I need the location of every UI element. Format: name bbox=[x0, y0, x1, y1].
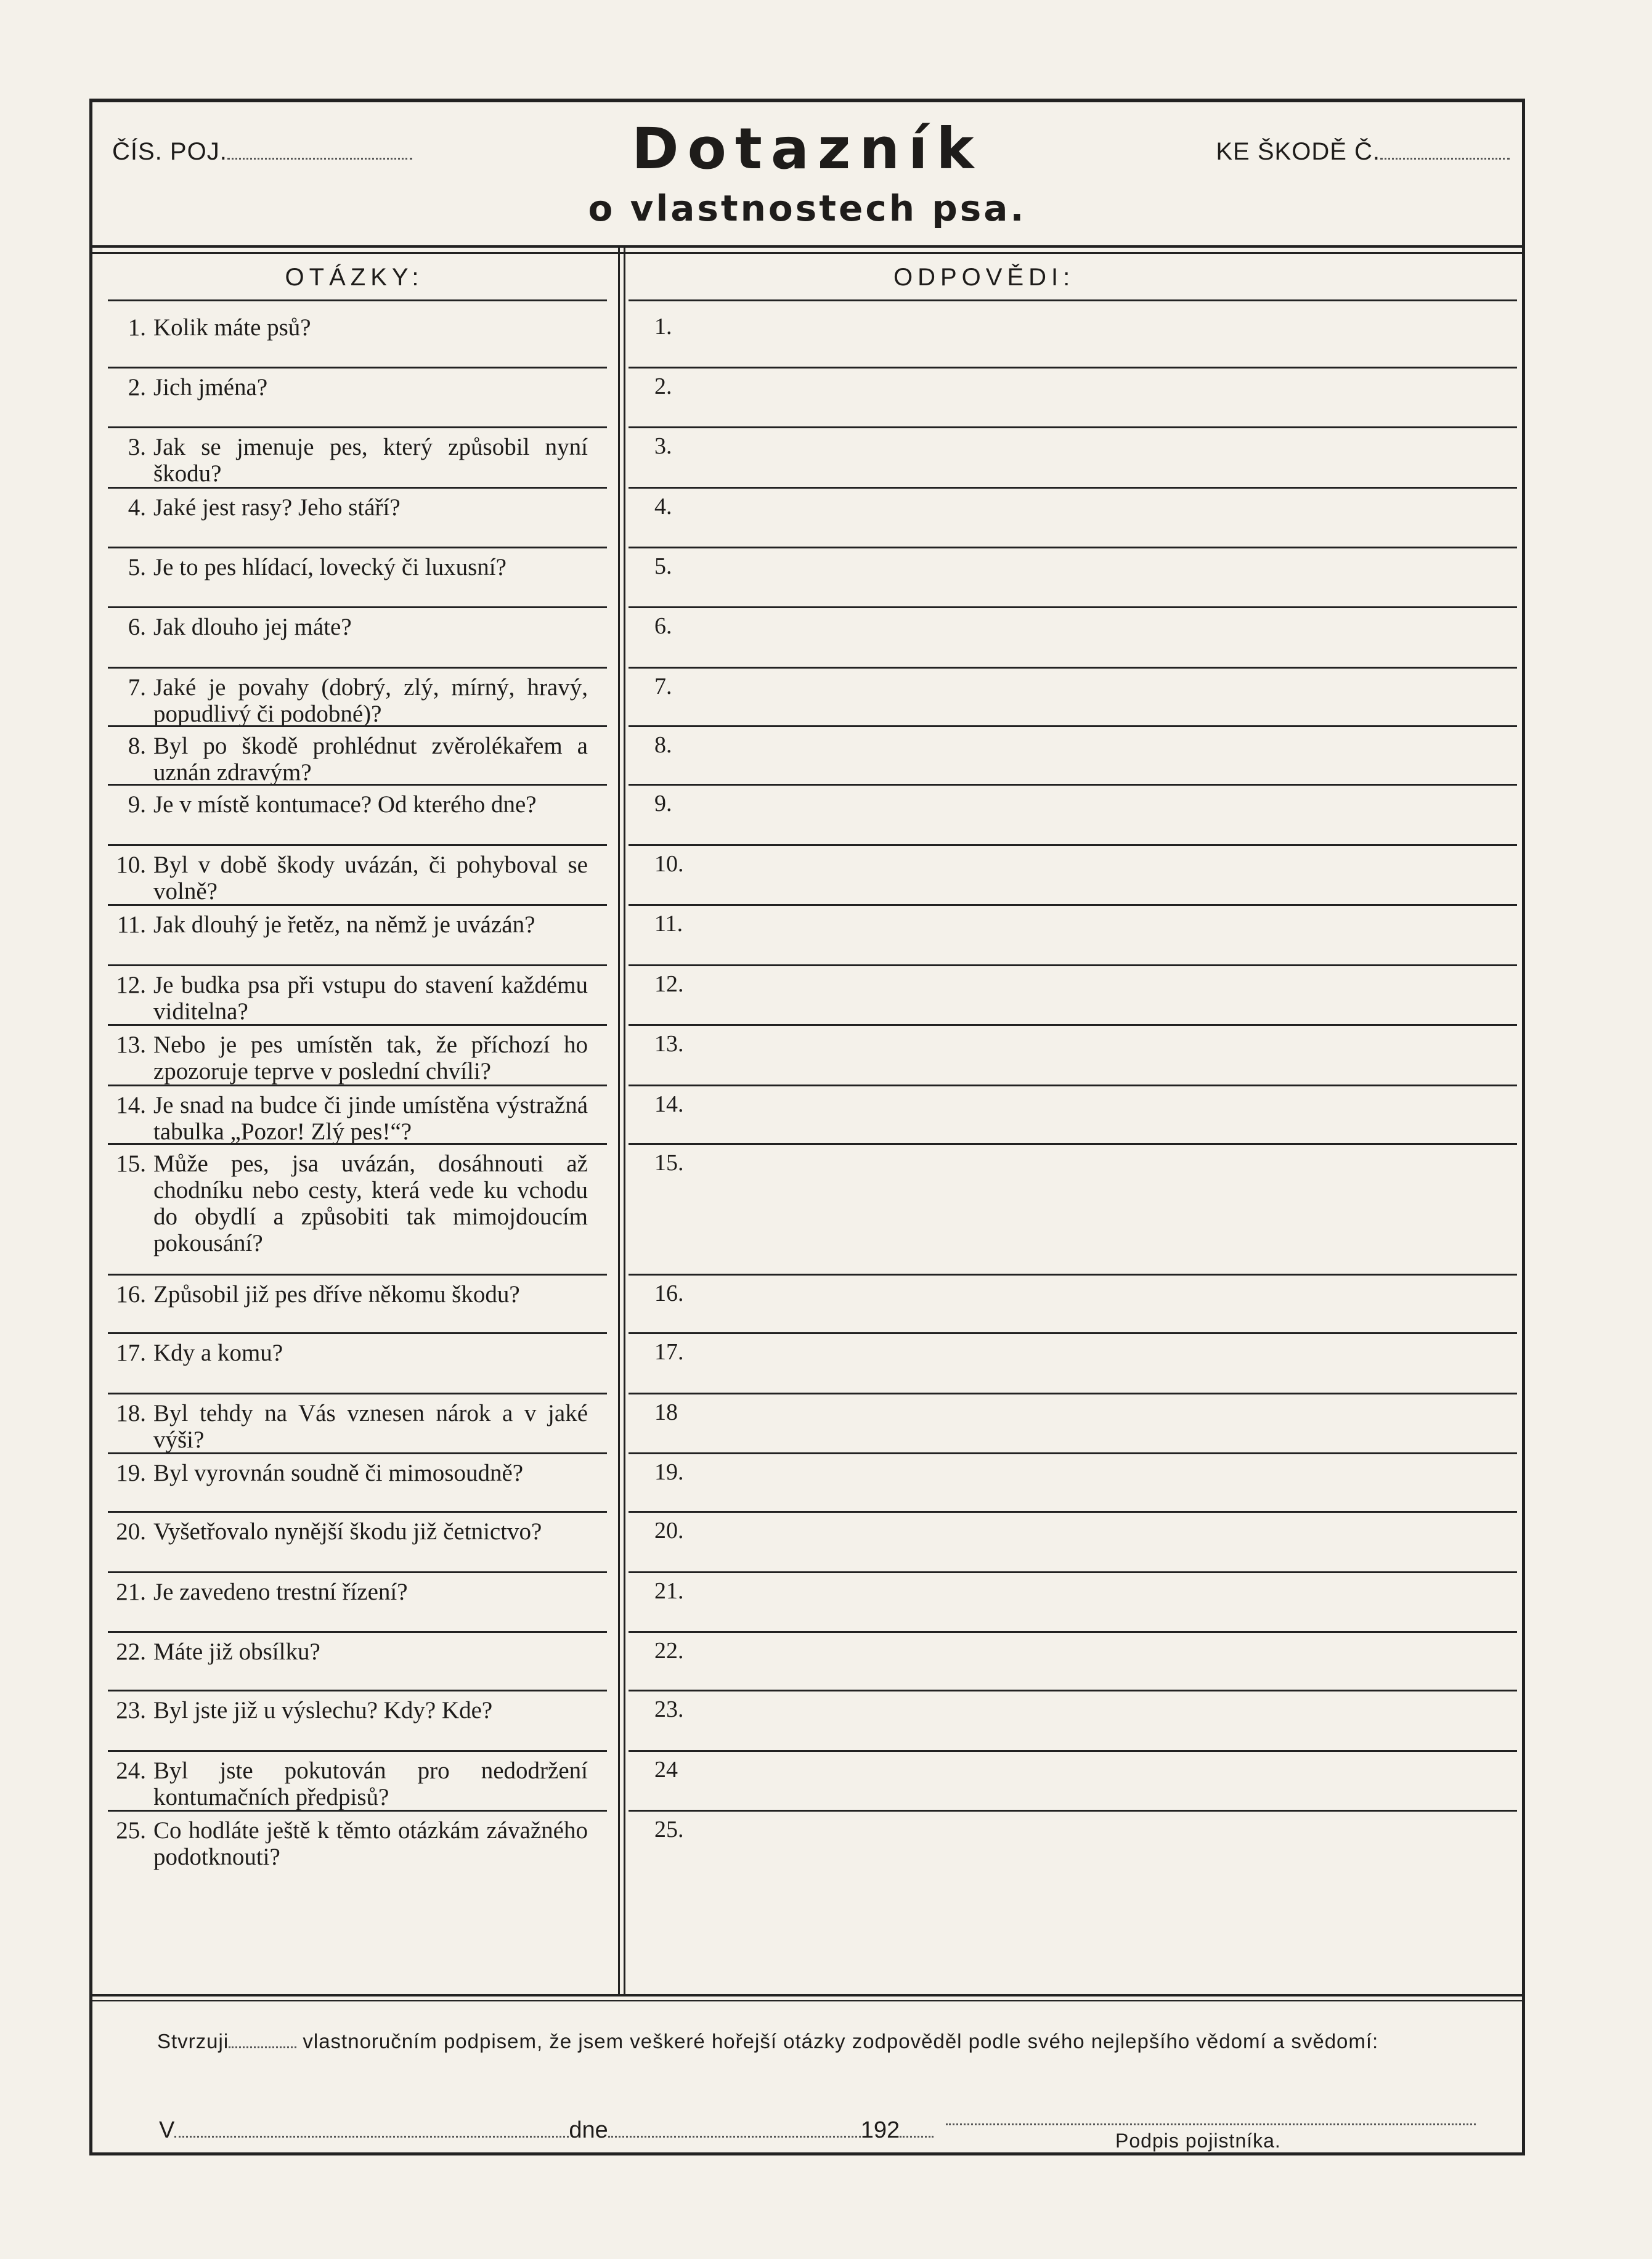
question-divider bbox=[108, 1452, 607, 1454]
question-number: 19. bbox=[116, 1460, 146, 1486]
form-header bbox=[92, 102, 1522, 245]
question-number: 7. bbox=[128, 674, 146, 701]
question-text: Byl tehdy na Vás vznesen nárok a v jaké výši? bbox=[153, 1400, 588, 1453]
answer-divider bbox=[629, 964, 1517, 966]
question-text: Byl jste již u výslechu? Kdy? Kde? bbox=[153, 1697, 493, 1724]
answer-divider bbox=[629, 1690, 1517, 1691]
question-row bbox=[108, 614, 603, 640]
date-field[interactable] bbox=[608, 2133, 861, 2138]
question-divider bbox=[108, 426, 607, 428]
answer-number[interactable]: 7. bbox=[654, 674, 672, 699]
question-divider bbox=[108, 1024, 607, 1026]
question-number: 13. bbox=[116, 1032, 146, 1058]
question-row bbox=[108, 1150, 603, 1256]
question-row bbox=[108, 1518, 603, 1545]
question-row bbox=[108, 494, 603, 521]
question-number: 25. bbox=[116, 1817, 146, 1844]
question-text: Kdy a komu? bbox=[153, 1340, 283, 1366]
question-row bbox=[108, 1697, 603, 1724]
answer-divider bbox=[629, 1750, 1517, 1752]
answer-number[interactable]: 4. bbox=[654, 494, 672, 519]
question-text: Jak se jmenuje pes, který způsobil nyní škodu? bbox=[153, 434, 588, 487]
answer-number[interactable]: 15. bbox=[654, 1150, 684, 1176]
question-row bbox=[108, 791, 603, 818]
question-text: Jaké jest rasy? Jeho stáří? bbox=[153, 494, 401, 521]
answer-number[interactable]: 25. bbox=[654, 1817, 684, 1842]
answer-divider bbox=[629, 1511, 1517, 1513]
place-field[interactable] bbox=[174, 2133, 569, 2138]
question-row bbox=[108, 972, 603, 1025]
question-number: 12. bbox=[116, 972, 146, 998]
question-row bbox=[108, 1092, 603, 1145]
question-text: Je zavedeno trestní řízení? bbox=[153, 1579, 408, 1605]
question-number: 2. bbox=[128, 374, 146, 401]
question-number: 17. bbox=[116, 1340, 146, 1366]
questions-column-header: OTÁZKY: bbox=[285, 264, 424, 291]
question-divider bbox=[108, 367, 607, 368]
question-text: Byl vyrovnán soudně či mimosoudně? bbox=[153, 1460, 524, 1486]
claim-number-line bbox=[1380, 155, 1510, 160]
question-row bbox=[108, 314, 603, 341]
question-text: Jaké je povahy (dobrý, zlý, mírný, hravý, popudlivý či podobné)? bbox=[153, 674, 588, 727]
question-text: Může pes, jsa uvázán, dosáhnouti až chodníku nebo cesty, která vede ku vchodu do obydlí a způsobiti tak mimojdoucím pokousání? bbox=[153, 1150, 588, 1256]
question-text: Jak dlouho jej máte? bbox=[153, 614, 352, 640]
answer-number[interactable]: 9. bbox=[654, 791, 672, 816]
question-divider bbox=[108, 725, 607, 727]
answer-divider bbox=[629, 725, 1517, 727]
answer-number[interactable]: 11. bbox=[654, 911, 683, 937]
question-text: Je to pes hlídací, lovecký či luxusní? bbox=[153, 554, 507, 580]
question-row bbox=[108, 911, 603, 938]
question-text: Je v místě kontumace? Od kterého dne? bbox=[153, 791, 537, 818]
answer-number[interactable]: 19. bbox=[654, 1459, 684, 1485]
answer-divider bbox=[629, 844, 1517, 846]
question-row bbox=[108, 374, 603, 401]
answer-number[interactable]: 13. bbox=[654, 1031, 684, 1057]
question-divider bbox=[108, 1571, 607, 1573]
question-divider bbox=[108, 844, 607, 846]
question-row bbox=[108, 733, 603, 786]
column-header-rule bbox=[629, 299, 1517, 301]
question-number: 16. bbox=[116, 1281, 146, 1308]
answer-number[interactable]: 6. bbox=[654, 613, 672, 639]
question-divider bbox=[108, 784, 607, 786]
question-divider bbox=[108, 1085, 607, 1086]
form-title: Dotazník bbox=[632, 116, 983, 182]
question-row bbox=[108, 434, 603, 487]
answer-number[interactable]: 2. bbox=[654, 373, 672, 399]
column-header-rule bbox=[108, 299, 607, 301]
answer-number[interactable]: 12. bbox=[654, 971, 684, 997]
question-text: Máte již obsílku? bbox=[153, 1638, 320, 1665]
question-number: 10. bbox=[116, 852, 146, 878]
question-divider bbox=[108, 1143, 607, 1145]
answer-divider bbox=[629, 1452, 1517, 1454]
question-row bbox=[108, 1340, 603, 1366]
question-divider bbox=[108, 667, 607, 669]
place-label: V bbox=[159, 2117, 175, 2143]
question-row bbox=[108, 1579, 603, 1605]
answer-divider bbox=[629, 904, 1517, 906]
answer-number[interactable]: 17. bbox=[654, 1339, 684, 1365]
question-divider bbox=[108, 1393, 607, 1394]
answer-number[interactable]: 8. bbox=[654, 732, 672, 758]
answer-number[interactable]: 21. bbox=[654, 1578, 684, 1604]
question-divider bbox=[108, 964, 607, 966]
question-number: 22. bbox=[116, 1638, 146, 1665]
answer-divider bbox=[629, 1393, 1517, 1394]
answer-divider bbox=[629, 1810, 1517, 1812]
question-number: 21. bbox=[116, 1579, 146, 1605]
question-number: 9. bbox=[128, 791, 146, 818]
question-divider bbox=[108, 547, 607, 548]
answer-divider bbox=[629, 1274, 1517, 1276]
answer-number[interactable]: 22. bbox=[654, 1638, 684, 1664]
date-label: dne bbox=[569, 2117, 608, 2143]
question-number: 3. bbox=[128, 434, 146, 460]
question-text: Jich jména? bbox=[153, 374, 268, 401]
answer-divider bbox=[629, 1332, 1517, 1334]
answer-number[interactable]: 18 bbox=[654, 1399, 678, 1425]
question-text: Způsobil již pes dříve někomu škodu? bbox=[153, 1281, 520, 1308]
question-text: Byl v době škody uvázán, či pohyboval se volně? bbox=[153, 852, 588, 905]
confirm-start-text: Stvrzuji bbox=[157, 2030, 229, 2053]
year-label: 192 bbox=[860, 2117, 900, 2143]
answer-number[interactable]: 24 bbox=[654, 1757, 678, 1783]
question-divider bbox=[108, 904, 607, 906]
answer-divider bbox=[629, 1571, 1517, 1573]
answer-divider bbox=[629, 1085, 1517, 1086]
answer-divider bbox=[629, 1024, 1517, 1026]
answer-divider bbox=[629, 367, 1517, 368]
question-row bbox=[108, 1460, 603, 1486]
question-number: 4. bbox=[128, 494, 146, 521]
question-row bbox=[108, 1638, 603, 1665]
question-number: 24. bbox=[116, 1757, 146, 1784]
confirmation-statement bbox=[157, 2030, 1378, 2053]
question-number: 20. bbox=[116, 1518, 146, 1545]
question-row bbox=[108, 1757, 603, 1810]
answer-number[interactable]: 10. bbox=[654, 851, 684, 877]
question-number: 8. bbox=[128, 733, 146, 759]
confirm-name-line[interactable] bbox=[229, 2044, 296, 2048]
column-separator bbox=[618, 245, 625, 1994]
question-text: Je snad na budce či jinde umístěna výstražná tabulka „Pozor! Zlý pes!“? bbox=[153, 1092, 588, 1145]
question-divider bbox=[108, 1631, 607, 1633]
question-number: 23. bbox=[116, 1697, 146, 1724]
question-row bbox=[108, 554, 603, 580]
questionnaire-sheet bbox=[89, 99, 1525, 2155]
question-text: Jak dlouhý je řetěz, na němž je uvázán? bbox=[153, 911, 535, 938]
question-text: Nebo je pes umístěn tak, že příchozí ho zpozoruje teprve v poslední chvíli? bbox=[153, 1032, 588, 1085]
signature-label: Podpis pojistníka. bbox=[1115, 2130, 1281, 2152]
question-row bbox=[108, 674, 603, 727]
answer-divider bbox=[629, 1143, 1517, 1145]
question-text: Kolik máte psů? bbox=[153, 314, 311, 341]
question-number: 5. bbox=[128, 554, 146, 580]
signature-line[interactable] bbox=[946, 2123, 1476, 2125]
question-text: Byl jste pokutován pro nedodržení kontumačních předpisů? bbox=[153, 1757, 588, 1810]
answer-number[interactable]: 14. bbox=[654, 1091, 684, 1117]
question-row bbox=[108, 1817, 603, 1870]
confirm-end-text: vlastnoručním podpisem, že jsem veškeré hořejší otázky zodpověděl podle svého nejlepšího vědomí a svědomí: bbox=[303, 2030, 1379, 2053]
question-divider bbox=[108, 606, 607, 608]
question-divider bbox=[108, 1274, 607, 1276]
year-field[interactable] bbox=[900, 2133, 934, 2138]
answer-number[interactable]: 16. bbox=[654, 1280, 684, 1306]
question-number: 15. bbox=[116, 1150, 146, 1177]
question-text: Vyšetřovalo nynější škodu již četnictvo? bbox=[153, 1518, 542, 1545]
question-divider bbox=[108, 1810, 607, 1812]
claim-number-label: KE ŠKODĚ Č. bbox=[1216, 138, 1380, 165]
answer-divider bbox=[629, 426, 1517, 428]
question-number: 11. bbox=[116, 911, 146, 938]
question-number: 6. bbox=[128, 614, 146, 640]
answer-number[interactable]: 23. bbox=[654, 1696, 684, 1722]
question-divider bbox=[108, 1750, 607, 1752]
header-divider bbox=[92, 245, 1522, 254]
question-row bbox=[108, 852, 603, 905]
answer-divider bbox=[629, 606, 1517, 608]
place-date-line bbox=[159, 2117, 934, 2144]
question-row bbox=[108, 1032, 603, 1085]
question-row bbox=[108, 1281, 603, 1308]
claim-number-field[interactable] bbox=[1216, 138, 1510, 166]
policy-number-label: ČÍS. POJ. bbox=[112, 138, 227, 165]
question-text: Byl po škodě prohlédnut zvěrolékařem a uznán zdravým? bbox=[153, 733, 588, 786]
answer-divider bbox=[629, 547, 1517, 548]
question-text: Co hodláte ještě k těmto otázkám závažného podotknouti? bbox=[153, 1817, 588, 1870]
answer-divider bbox=[629, 784, 1517, 786]
answer-divider bbox=[629, 487, 1517, 489]
question-divider bbox=[108, 487, 607, 489]
answer-divider bbox=[629, 1631, 1517, 1633]
answer-divider bbox=[629, 667, 1517, 669]
answer-number[interactable]: 20. bbox=[654, 1518, 684, 1544]
question-divider bbox=[108, 1690, 607, 1691]
question-row bbox=[108, 1400, 603, 1453]
answer-number[interactable]: 3. bbox=[654, 433, 672, 459]
question-number: 1. bbox=[128, 314, 146, 341]
question-divider bbox=[108, 1511, 607, 1513]
table-bottom-rule bbox=[92, 1994, 1522, 2001]
form-subtitle: o vlastnostech psa. bbox=[588, 187, 1027, 229]
question-number: 18. bbox=[116, 1400, 146, 1427]
question-divider bbox=[108, 1332, 607, 1334]
answer-number[interactable]: 5. bbox=[654, 553, 672, 579]
answer-number[interactable]: 1. bbox=[654, 314, 672, 340]
question-text: Je budka psa při vstupu do stavení každému viditelna? bbox=[153, 972, 588, 1025]
question-number: 14. bbox=[116, 1092, 146, 1118]
answers-column-header: ODPOVĚDI: bbox=[893, 264, 1075, 291]
